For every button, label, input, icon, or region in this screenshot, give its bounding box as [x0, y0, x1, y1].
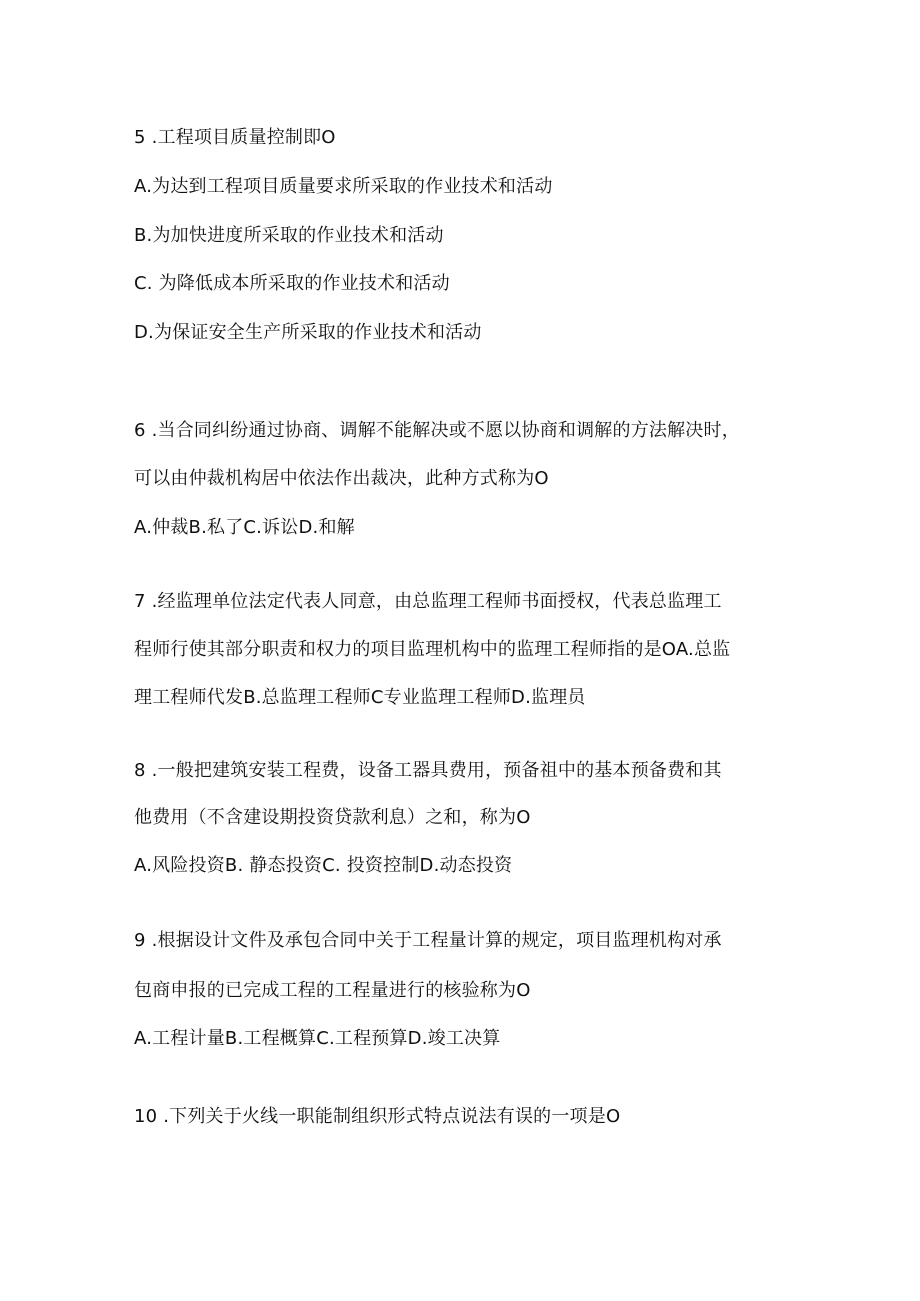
- question-9-stem-line-2: 包商申报的已完成工程的工程量进行的核验称为O: [134, 980, 531, 1001]
- question-8-stem-line-1: 8 .一般把建筑安装工程费，设备工器具费用，预备祖中的基本预备费和其: [134, 760, 722, 781]
- question-7-stem-line-3: 理工程师代发B.总监理工程师C专业监理工程师D.监理员: [134, 687, 586, 708]
- question-5-option-a: A.为达到工程项目质量要求所采取的作业技术和活动: [134, 176, 553, 197]
- question-7-stem-line-1: 7 .经监理单位法定代表人同意，由总监理工程师书面授权，代表总监理工: [134, 591, 722, 612]
- question-8-options: A.风险投资B. 静态投资C. 投资控制D.动态投资: [134, 855, 513, 876]
- question-5-stem: 5 .工程项目质量控制即O: [134, 127, 336, 148]
- question-8-stem-line-2: 他费用（不含建设期投资贷款利息）之和，称为O: [134, 807, 531, 828]
- question-9-stem-line-1: 9 .根据设计文件及承包合同中关于工程量计算的规定，项目监理机构对承: [134, 930, 722, 951]
- question-5-option-b: B.为加快进度所采取的作业技术和活动: [134, 225, 444, 246]
- question-6-stem-line-2: 可以由仲裁机构居中依法作出裁决，此种方式称为O: [134, 468, 549, 489]
- question-10-stem: 10 .下列关于火线一职能制组织形式特点说法有误的一项是O: [134, 1106, 621, 1127]
- question-6-stem-line-1: 6 .当合同纠纷通过协商、调解不能解决或不愿以协商和调解的方法解决时，: [134, 420, 740, 441]
- question-6-options: A.仲裁B.私了C.诉讼D.和解: [134, 517, 355, 538]
- question-7-stem-line-2: 程师行使其部分职责和权力的项目监理机构中的监理工程师指的是OA.总监: [134, 639, 731, 660]
- question-5-option-d: D.为保证安全生产所采取的作业技术和活动: [134, 322, 482, 343]
- question-5-option-c: C. 为降低成本所采取的作业技术和活动: [134, 273, 450, 294]
- question-9-options: A.工程计量B.工程概算C.工程预算D.竣工决算: [134, 1028, 501, 1049]
